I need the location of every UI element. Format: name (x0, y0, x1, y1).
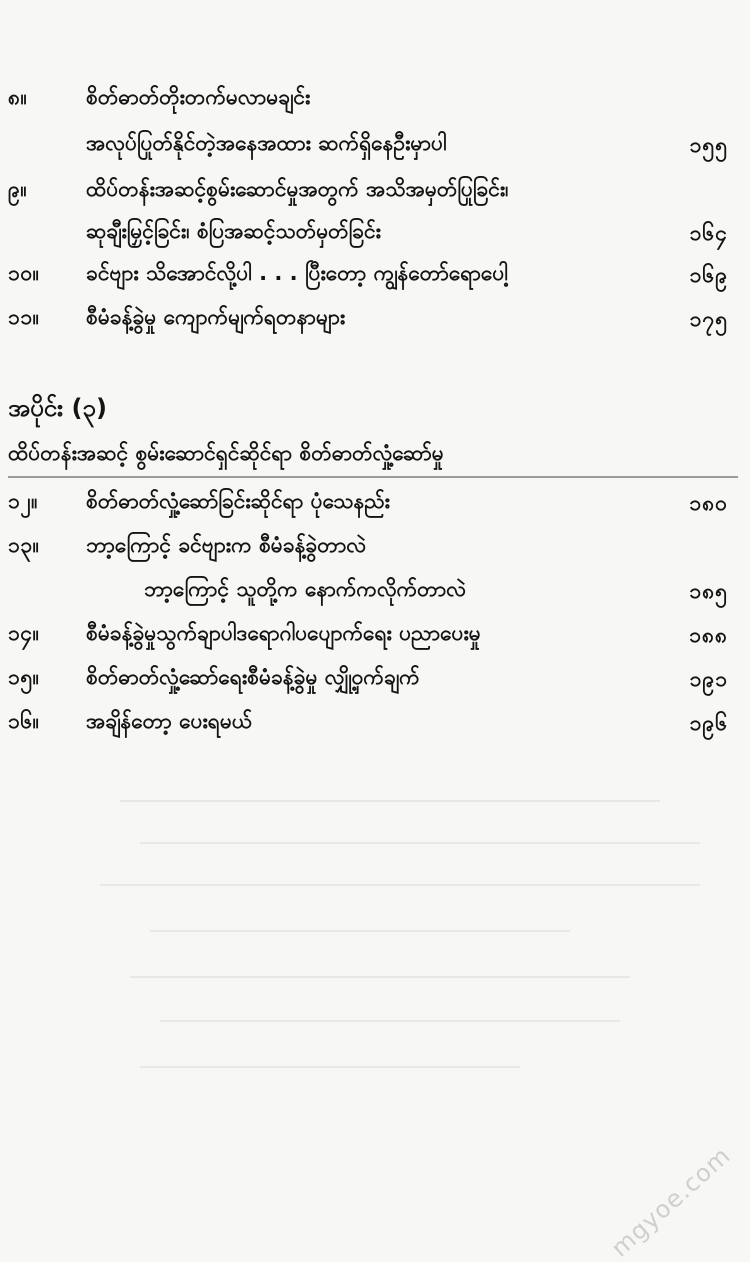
entry-title: အလုပ်ပြုတ်နိုင်တဲ့အနေအထား ဆက်ရှိနေဦးမှာပါ (86, 131, 447, 155)
entry-title: စီမံခန့်ခွဲမှုသွက်ချာပါဒရောဂါပပျောက်ရေး ပညာပေးမှု (86, 621, 481, 645)
bleed-through-line (100, 884, 700, 886)
toc-entry-8-continued (0, 124, 750, 164)
entry-title: ဘာ့ကြောင့် သူတို့က နောက်ကလိုက်တာလဲ (144, 577, 466, 601)
toc-entry-12 (0, 482, 750, 522)
toc-entry-15 (0, 658, 750, 698)
toc-entry-13 (0, 526, 750, 566)
toc-entry-14 (0, 614, 750, 654)
toc-entry-16 (0, 702, 750, 742)
entry-number: ၉။ (8, 177, 28, 201)
entry-number: ၈။ (8, 85, 28, 109)
entry-number: ၁၁။ (8, 305, 40, 329)
entry-title: ထိပ်တန်းအဆင့်စွမ်းဆောင်မှုအတွက် အသိအမှတ်ပြုခြင်း၊ (86, 177, 509, 201)
entry-page: ၁၆၉ (689, 263, 728, 287)
entry-title: ဆုချီးမြှင့်ခြင်း၊ စံပြအဆင့်သတ်မှတ်ခြင်း (86, 219, 381, 243)
toc-entry-8 (0, 78, 750, 118)
toc-entry-9-continued (0, 212, 750, 252)
entry-page: ၁၈၈ (689, 623, 728, 647)
bleed-through-line (160, 1020, 620, 1022)
section-divider (8, 476, 738, 478)
bleed-through-line (140, 1066, 520, 1068)
entry-number: ၁၀။ (8, 261, 40, 285)
section-label: အပိုင်း (၃) (8, 394, 107, 422)
entry-page: ၁၆၄ (689, 221, 728, 245)
bleed-through-line (130, 976, 630, 978)
entry-page: ၁၇၅ (689, 307, 728, 331)
bleed-through-line (120, 800, 660, 802)
entry-number: ၁၂။ (8, 489, 38, 513)
entry-title: စိတ်ဓာတ်တိုးတက်မလာမချင်း (86, 85, 311, 109)
entry-page: ၁၈၅ (689, 579, 728, 603)
bleed-through-line (140, 842, 700, 844)
entry-number: ၁၄။ (8, 621, 40, 645)
entry-number: ၁၆။ (8, 709, 40, 733)
section-title: ထိပ်တန်းအဆင့် စွမ်းဆောင်ရှင်ဆိုင်ရာ စိတ်ဓာတ်လှုံ့ဆော်မှု (8, 441, 444, 465)
entry-number: ၁၃။ (8, 533, 40, 557)
entry-title: စိတ်ဓာတ်လှုံ့ဆော်ရေးစီမံခန့်ခွဲမှု လျှို့ဝှက်ချက် (86, 665, 420, 689)
toc-entry-10 (0, 254, 750, 294)
entry-title: စိတ်ဓာတ်လှုံ့ဆော်ခြင်းဆိုင်ရာ ပုံသေနည်း (86, 489, 390, 513)
bleed-through-line (150, 930, 570, 932)
entry-page: ၁၉၁ (689, 667, 728, 691)
entry-title: ဘာ့ကြောင့် ခင်ဗျားက စီမံခန့်ခွဲတာလဲ (86, 533, 367, 557)
entry-title: အချိန်တော့ ပေးရမယ် (86, 709, 253, 733)
entry-page: ၁၉၆ (689, 711, 728, 735)
watermark-text: mgyoe.com (605, 1141, 736, 1262)
entry-page: ၁၈၀ (689, 491, 728, 515)
entry-page: ၁၅၅ (689, 133, 728, 157)
toc-entry-11 (0, 298, 750, 338)
entry-title: စီမံခန့်ခွဲမှု ကျောက်မျက်ရတနာများ (86, 305, 346, 329)
toc-entry-9 (0, 170, 750, 210)
toc-entry-13-continued (0, 570, 750, 610)
entry-title: ခင်ဗျား သိအောင်လို့ပါ . . . ပြီးတော့ ကျွန်တော်ရောပေါ့ (86, 261, 508, 285)
entry-number: ၁၅။ (8, 665, 40, 689)
